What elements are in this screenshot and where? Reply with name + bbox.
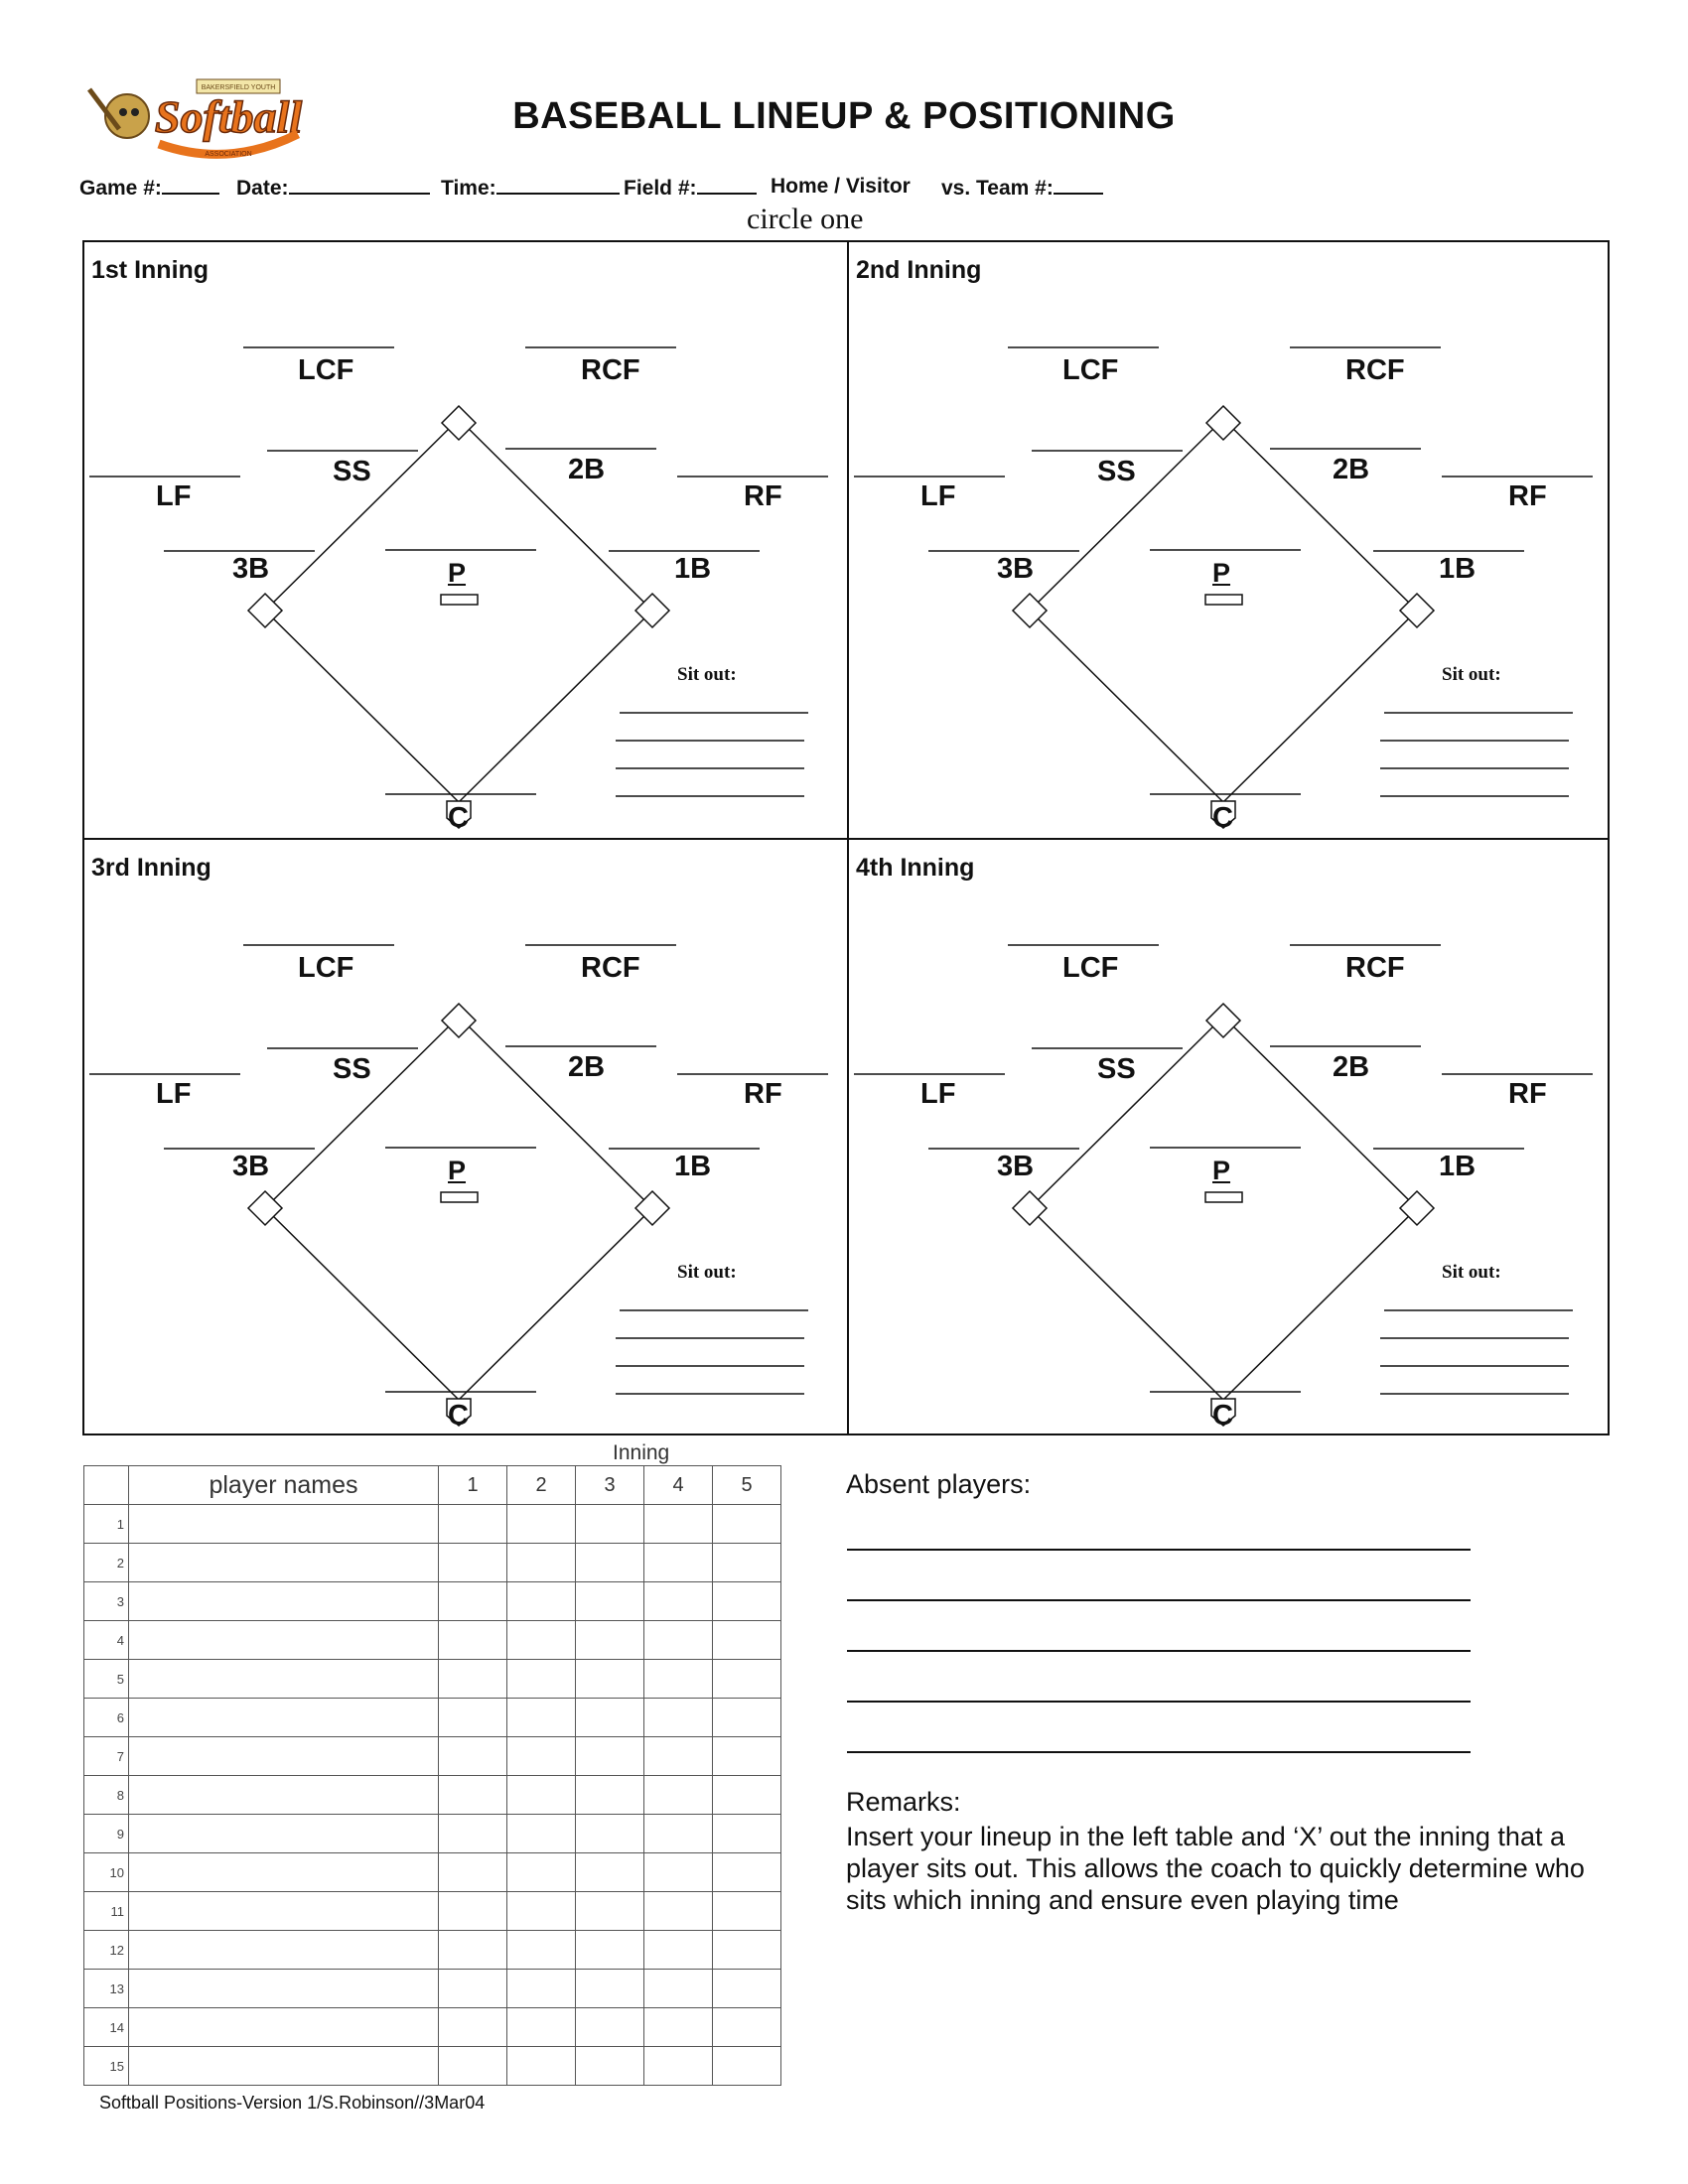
inning-4-cell[interactable] <box>644 2008 713 2047</box>
inning-4-diagram <box>849 840 1612 1435</box>
player-name-cell[interactable] <box>129 1737 439 1776</box>
position-2b-label: 2B <box>568 1051 606 1083</box>
inning-2-cell[interactable] <box>507 1621 576 1660</box>
row-number-header <box>84 1466 129 1505</box>
table-row <box>84 1815 781 1853</box>
player-name-cell[interactable] <box>129 1815 439 1853</box>
logo-small-text-top: BAKERSFIELD YOUTH <box>201 84 276 91</box>
table-row <box>84 1892 781 1931</box>
position-3b-label: 3B <box>232 553 270 585</box>
table-row <box>84 1544 781 1582</box>
inning-4-cell[interactable] <box>644 1505 713 1544</box>
inning-5-cell[interactable] <box>713 1544 781 1582</box>
inning-4-cell[interactable] <box>644 1853 713 1892</box>
inning-3-cell[interactable] <box>576 1931 644 1970</box>
position-1b-label: 1B <box>1439 553 1477 585</box>
row-number: 9 <box>84 1815 129 1853</box>
player-name-cell[interactable] <box>129 2047 439 2086</box>
inning-1-cell[interactable] <box>439 2008 507 2047</box>
inning-2-cell[interactable] <box>507 1544 576 1582</box>
inning-2-cell[interactable] <box>507 1582 576 1621</box>
position-1b-label: 1B <box>674 1151 712 1182</box>
row-number: 6 <box>84 1699 129 1737</box>
inning-title: 3rd Inning <box>91 854 211 882</box>
position-lf-label: LF <box>920 480 956 512</box>
inning-1-cell[interactable] <box>439 1660 507 1699</box>
position-c-label: C <box>448 1400 469 1432</box>
lineup-table <box>83 1465 781 2086</box>
inning-5-cell[interactable] <box>713 1931 781 1970</box>
inning-1-cell[interactable] <box>439 1737 507 1776</box>
position-p-label: P <box>448 558 467 588</box>
opponent-team-field[interactable]: vs. Team #: <box>941 175 1103 201</box>
inning-5-cell[interactable] <box>713 1776 781 1815</box>
inning-3-cell[interactable] <box>576 1621 644 1660</box>
table-row <box>84 1853 781 1892</box>
position-lf-label: LF <box>156 480 192 512</box>
absent-player-line[interactable] <box>847 1549 1471 1551</box>
absent-player-line[interactable] <box>847 1751 1471 1753</box>
inning-2-cell[interactable] <box>507 1815 576 1853</box>
sit-out-label: Sit out: <box>1442 1262 1501 1283</box>
table-row <box>84 1699 781 1737</box>
player-name-cell[interactable] <box>129 1931 439 1970</box>
player-name-cell[interactable] <box>129 1544 439 1582</box>
inning-2-cell[interactable] <box>507 1776 576 1815</box>
inning-1-cell[interactable] <box>439 1699 507 1737</box>
row-number: 12 <box>84 1931 129 1970</box>
player-name-cell[interactable] <box>129 1699 439 1737</box>
table-row <box>84 1660 781 1699</box>
absent-player-line[interactable] <box>847 1650 1471 1652</box>
position-p-label: P <box>1212 558 1231 588</box>
inning-3-cell[interactable] <box>576 1776 644 1815</box>
table-row <box>84 1737 781 1776</box>
position-3b-label: 3B <box>232 1151 270 1182</box>
inning-4-cell[interactable] <box>644 2047 713 2086</box>
position-lf-label: LF <box>920 1078 956 1110</box>
logo-text: Softball <box>154 91 303 142</box>
position-ss-label: SS <box>1097 456 1136 487</box>
time-field[interactable]: Time: <box>441 175 620 201</box>
position-3b-label: 3B <box>997 1151 1035 1182</box>
position-p-label: P <box>1212 1156 1231 1185</box>
player-names-header: player names <box>129 1466 439 1505</box>
inning-5-cell[interactable] <box>713 2047 781 2086</box>
inning-2-header: 2 <box>507 1466 576 1505</box>
inning-4-cell[interactable] <box>644 1815 713 1853</box>
inning-title: 1st Inning <box>91 256 210 284</box>
inning-3-cell[interactable] <box>576 1505 644 1544</box>
player-name-cell[interactable] <box>129 1970 439 2008</box>
row-number: 3 <box>84 1582 129 1621</box>
sit-out-label: Sit out: <box>677 664 737 685</box>
table-row <box>84 1970 781 2008</box>
inning-4-cell[interactable] <box>644 1621 713 1660</box>
position-rf-label: RF <box>744 480 782 512</box>
inning-4-cell[interactable] <box>644 1892 713 1931</box>
inning-1-cell[interactable] <box>439 1970 507 2008</box>
inning-5-cell[interactable] <box>713 1582 781 1621</box>
inning-4-cell[interactable] <box>644 1776 713 1815</box>
player-name-cell[interactable] <box>129 1660 439 1699</box>
row-number: 5 <box>84 1660 129 1699</box>
lineup-rows <box>84 1505 781 2086</box>
inning-4-cell[interactable] <box>644 1660 713 1699</box>
row-number: 7 <box>84 1737 129 1776</box>
position-rcf-label: RCF <box>1345 354 1405 386</box>
inning-5-header: 5 <box>713 1466 781 1505</box>
position-lf-label: LF <box>156 1078 192 1110</box>
remarks-label: Remarks: <box>846 1787 961 1817</box>
inning-1-cell[interactable] <box>439 1544 507 1582</box>
inning-title: 2nd Inning <box>856 256 982 284</box>
inning-1-cell[interactable] <box>439 2047 507 2086</box>
inning-1-cell[interactable] <box>439 1505 507 1544</box>
inning-3-cell[interactable] <box>576 1853 644 1892</box>
position-ss-label: SS <box>1097 1053 1136 1085</box>
inning-1-cell[interactable] <box>439 1776 507 1815</box>
inning-2-cell[interactable] <box>507 1660 576 1699</box>
inning-4-cell[interactable] <box>644 1970 713 2008</box>
inning-3-diagram <box>84 840 847 1435</box>
position-rf-label: RF <box>744 1078 782 1110</box>
inning-3-cell[interactable] <box>576 2047 644 2086</box>
table-row <box>84 2047 781 2086</box>
inning-2-cell[interactable] <box>507 1699 576 1737</box>
inning-2-diagram <box>849 242 1612 838</box>
inning-4-cell[interactable] <box>644 1544 713 1582</box>
circle-one-note: circle one <box>747 203 864 235</box>
absent-player-line[interactable] <box>847 1599 1471 1601</box>
inning-column-group-label: Inning <box>613 1441 670 1464</box>
row-number: 15 <box>84 2047 129 2086</box>
position-c-label: C <box>1212 1400 1233 1432</box>
inning-1-diagram <box>84 242 847 838</box>
inning-1-cell[interactable] <box>439 1931 507 1970</box>
table-row <box>84 1931 781 1970</box>
inning-2-cell[interactable] <box>507 1931 576 1970</box>
inning-5-cell[interactable] <box>713 1699 781 1737</box>
inning-1-cell[interactable] <box>439 1892 507 1931</box>
inning-1-cell[interactable] <box>439 1621 507 1660</box>
inning-4-header: 4 <box>644 1466 713 1505</box>
player-name-cell[interactable] <box>129 1776 439 1815</box>
home-visitor-choice[interactable]: Home / Visitor <box>771 175 911 198</box>
date-field[interactable]: Date: <box>236 175 430 201</box>
inning-2-cell[interactable] <box>507 2008 576 2047</box>
position-2b-label: 2B <box>568 454 606 485</box>
player-name-cell[interactable] <box>129 1621 439 1660</box>
absent-player-line[interactable] <box>847 1701 1471 1703</box>
inning-2-cell[interactable] <box>507 1737 576 1776</box>
inning-5-cell[interactable] <box>713 1815 781 1853</box>
position-rf-label: RF <box>1508 1078 1547 1110</box>
position-rcf-label: RCF <box>1345 952 1405 984</box>
inning-4-cell[interactable] <box>644 1931 713 1970</box>
position-1b-label: 1B <box>1439 1151 1477 1182</box>
inning-5-cell[interactable] <box>713 1621 781 1660</box>
inning-5-cell[interactable] <box>713 1660 781 1699</box>
position-rf-label: RF <box>1508 480 1547 512</box>
logo-small-text-bottom: ASSOCIATION <box>205 151 252 158</box>
inning-3-cell[interactable] <box>576 2008 644 2047</box>
position-lcf-label: LCF <box>298 354 354 386</box>
inning-5-cell[interactable] <box>713 2008 781 2047</box>
inning-1-cell[interactable] <box>439 1815 507 1853</box>
inning-4-cell[interactable] <box>644 1737 713 1776</box>
row-number: 8 <box>84 1776 129 1815</box>
position-p-label: P <box>448 1156 467 1185</box>
row-number: 13 <box>84 1970 129 2008</box>
inning-5-cell[interactable] <box>713 1737 781 1776</box>
inning-3-cell[interactable] <box>576 1815 644 1853</box>
table-row <box>84 1505 781 1544</box>
position-2b-label: 2B <box>1333 1051 1370 1083</box>
inning-1-header: 1 <box>439 1466 507 1505</box>
position-rcf-label: RCF <box>581 952 640 984</box>
table-row <box>84 1776 781 1815</box>
inning-3-cell[interactable] <box>576 1699 644 1737</box>
page-title: BASEBALL LINEUP & POSITIONING <box>512 95 1176 137</box>
position-3b-label: 3B <box>997 553 1035 585</box>
position-lcf-label: LCF <box>1062 354 1119 386</box>
position-ss-label: SS <box>333 456 371 487</box>
inning-2-cell[interactable] <box>507 1892 576 1931</box>
player-name-cell[interactable] <box>129 1853 439 1892</box>
game-number-field[interactable]: Game #: <box>79 175 219 201</box>
player-name-cell[interactable] <box>129 1892 439 1931</box>
inning-3-cell[interactable] <box>576 1660 644 1699</box>
row-number: 2 <box>84 1544 129 1582</box>
innings-grid <box>82 240 1610 1435</box>
inning-3-cell[interactable] <box>576 1970 644 2008</box>
inning-5-cell[interactable] <box>713 1853 781 1892</box>
inning-5-cell[interactable] <box>713 1970 781 2008</box>
table-row <box>84 1621 781 1660</box>
inning-5-cell[interactable] <box>713 1505 781 1544</box>
field-number-field[interactable]: Field #: <box>624 175 757 201</box>
table-row <box>84 1582 781 1621</box>
inning-1-cell[interactable] <box>439 1582 507 1621</box>
inning-2-cell[interactable] <box>507 1970 576 2008</box>
row-number: 10 <box>84 1853 129 1892</box>
position-ss-label: SS <box>333 1053 371 1085</box>
inning-title: 4th Inning <box>856 854 975 882</box>
inning-3-cell[interactable] <box>576 1892 644 1931</box>
inning-4-cell[interactable] <box>644 1699 713 1737</box>
inning-3-cell[interactable] <box>576 1544 644 1582</box>
absent-players-label: Absent players: <box>846 1469 1032 1499</box>
row-number: 14 <box>84 2008 129 2047</box>
player-name-cell[interactable] <box>129 2008 439 2047</box>
inning-1-cell[interactable] <box>439 1853 507 1892</box>
row-number: 1 <box>84 1505 129 1544</box>
position-c-label: C <box>1212 802 1233 834</box>
position-rcf-label: RCF <box>581 354 640 386</box>
row-number: 4 <box>84 1621 129 1660</box>
inning-3-header: 3 <box>576 1466 644 1505</box>
sit-out-label: Sit out: <box>1442 664 1501 685</box>
inning-2-cell[interactable] <box>507 1853 576 1892</box>
table-row <box>84 2008 781 2047</box>
position-lcf-label: LCF <box>1062 952 1119 984</box>
position-2b-label: 2B <box>1333 454 1370 485</box>
inning-4-cell[interactable] <box>644 1582 713 1621</box>
player-name-cell[interactable] <box>129 1582 439 1621</box>
inning-2-cell[interactable] <box>507 1505 576 1544</box>
inning-5-cell[interactable] <box>713 1892 781 1931</box>
inning-3-cell[interactable] <box>576 1737 644 1776</box>
inning-3-cell[interactable] <box>576 1582 644 1621</box>
remarks-text: Insert your lineup in the left table and ‘X’ out the inning that a player sits out. This allows the coach to quickly determine who sits which inning and ensure even playing time <box>846 1822 1585 1915</box>
footer-version: Softball Positions-Version 1/S.Robinson//3Mar04 <box>99 2093 486 2113</box>
row-number: 11 <box>84 1892 129 1931</box>
position-c-label: C <box>448 802 469 834</box>
inning-2-cell[interactable] <box>507 2047 576 2086</box>
position-1b-label: 1B <box>674 553 712 585</box>
position-lcf-label: LCF <box>298 952 354 984</box>
player-name-cell[interactable] <box>129 1505 439 1544</box>
sit-out-label: Sit out: <box>677 1262 737 1283</box>
